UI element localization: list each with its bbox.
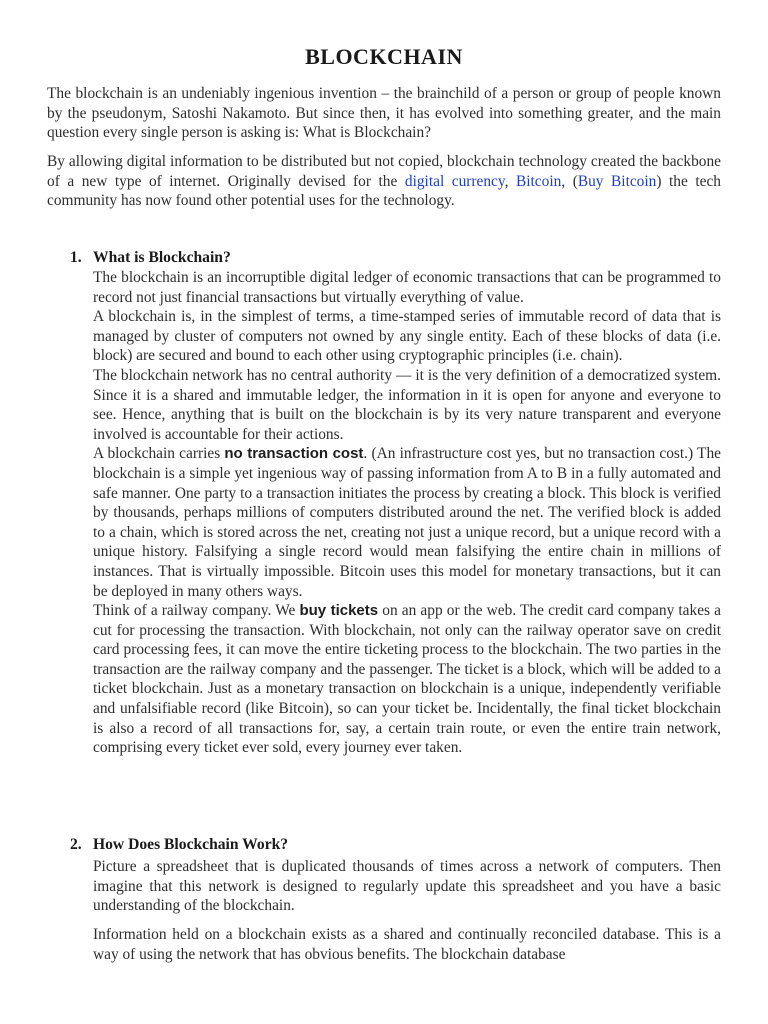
section-heading-2 [70, 836, 370, 856]
p5-text-after: on an app or the web. The credit card company takes a cut for processing the transaction. With blockchain, not only can the railway operator save on credit card processing fees, it can move the entire ticketing process to the blockchain. The two parties in the transaction are the railway company and the passenger. The ticket is a block, which will be added to a ticket blockchain. Just as a monetary transaction on blockchain is a unique, independently verifiable and unfalsifiable record (like Bitcoin), so can your ticket be. Incidentally, the final ticket blockchain is also a record of all transactions for, say, a certain train route, or even the entire train network, comprising every ticket ever sold, every journey ever taken. [93, 602, 721, 757]
p4-text-after: . (An infrastructure cost yes, but no transaction cost.) The blockchain is a simple yet ingenious way of passing information from A to B in a fully automated and safe manner. One party to a transaction initiates the process by creating a block. This block is verified by thousands, perhaps millions of computers distributed around the net. The verified block is added to a chain, which is stored across the net, creating not just a unique record, but a unique record with a unique history. Falsifying a single record would mean falsifying the entire chain in millions of instances. That is virtually impossible. Bitcoin uses this model for monetary transactions, but it can be deployed in many others ways. [93, 445, 721, 600]
section-2-body [93, 857, 721, 916]
section-2-body-continued [93, 925, 721, 964]
intro-paragraph-2 [47, 152, 721, 211]
page-title: BLOCKCHAIN [305, 44, 463, 69]
no-transaction-cost-emphasis: no transaction cost [224, 445, 364, 463]
p4-text-before: A blockchain carries [93, 445, 225, 463]
p5-text-before: Think of a railway company. We [93, 602, 300, 620]
section-1-body [93, 268, 721, 758]
digital-currency-link[interactable]: digital currency [404, 172, 505, 190]
section-number-1: 1. [70, 249, 82, 266]
section-1-paragraph-3: The blockchain network has no central authority — it is the very definition of a democratized system. Since it is a shared and immutable ledger, the information in it is open for anyone and everyone to see. Hence, anything that is built on the blockchain is by its very nature transparent and everyone involved is accountable for their actions. [93, 366, 721, 443]
section-1-paragraph-2: A blockchain is, in the simplest of terms, a time-stamped series of immutable record of data that is managed by cluster of computers not owned by any single entity. Each of these blocks of data (i.e. block) are secured and bound to each other using cryptographic principles (i.e. chain). [93, 308, 721, 365]
section-number-2: 2. [70, 836, 82, 853]
intro-text-after: ) the tech community has now found other potential uses for the technology. [47, 172, 721, 210]
intro-separator-2: , ( [561, 172, 578, 190]
intro-separator-1: , [504, 172, 516, 190]
section-title-1: What is Blockchain? [93, 249, 231, 266]
buy-bitcoin-link[interactable]: Buy Bitcoin [577, 172, 657, 190]
section-title-2: How Does Blockchain Work? [93, 836, 289, 853]
intro-text-before: By allowing digital information to be distributed but not copied, blockchain technology created the backbone of a new type of internet. Originally devised for the [47, 153, 721, 190]
section-1-paragraph-4 [93, 444, 721, 601]
section-heading-1 [70, 249, 370, 269]
section-2-paragraph-2: Information held on a blockchain exists as a shared and continually reconciled database. This is a way of using the network that has obvious benefits. The blockchain database [93, 926, 721, 963]
section-1-paragraph-1: The blockchain is an incorruptible digital ledger of economic transactions that can be programmed to record not just financial transactions but virtually everything of value. [93, 269, 721, 306]
buy-tickets-emphasis: buy tickets [299, 602, 379, 620]
section-1-paragraph-5 [93, 601, 721, 758]
bitcoin-link[interactable]: Bitcoin [515, 172, 562, 190]
section-2-paragraph-1: Picture a spreadsheet that is duplicated thousands of times across a network of computers. Then imagine that this network is designed to regularly update this spreadsheet and you have a basic understanding of the blockchain. [93, 858, 721, 915]
intro-paragraph-1: The blockchain is an undeniably ingenious invention – the brainchild of a person or group of people known by the pseudonym, Satoshi Nakamoto. But since then, it has evolved into something greater, and the main question every single person is asking is: What is Blockchain? [47, 85, 721, 142]
